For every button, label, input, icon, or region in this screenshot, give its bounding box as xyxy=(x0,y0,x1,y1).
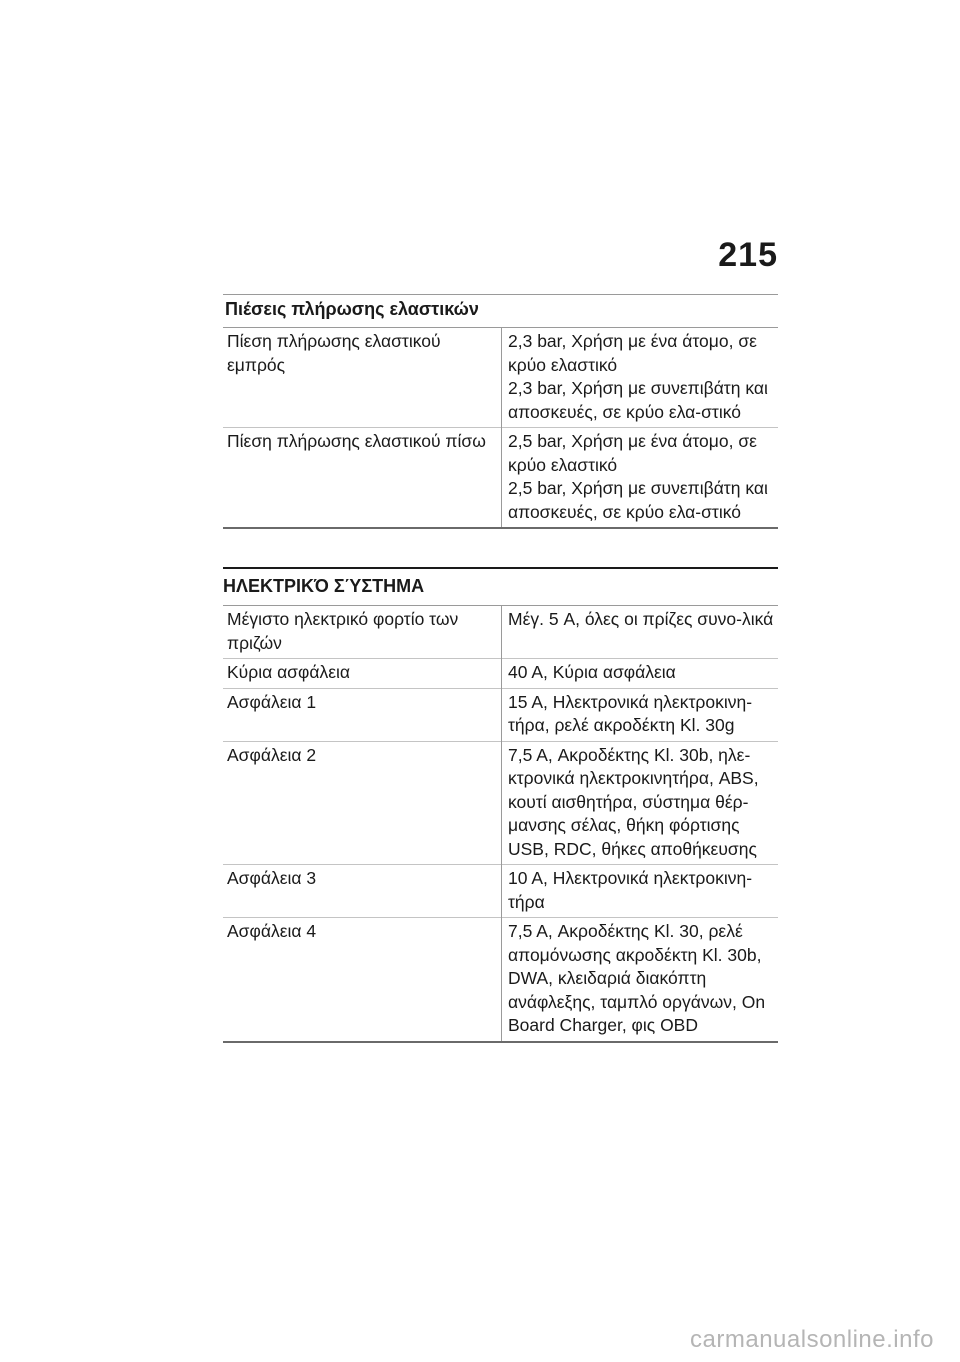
watermark: carmanualsonline.info xyxy=(690,1326,934,1353)
row-value: 40 A, Κύρια ασφάλεια xyxy=(508,662,676,682)
row-value: 7,5 A, Ακροδέκτης Kl. 30, ρελέ απομόνωσης ακροδέκτη Kl. 30b, DWA, κλειδαριά διακόπτη ανάφλεξης, ταμπλό οργάνων, On Board Charger, φις OBD xyxy=(508,921,766,1035)
row-value: 7,5 A, Ακροδέκτης Kl. 30b, ηλε-κτρονικά ηλεκτροκινητήρα, ABS, κουτί αισθητήρα, σύστημα θέρ-μανσης σέλας, θήκη φόρτισης USB, RDC, θήκες αποθήκευσης xyxy=(508,744,759,859)
row-label: Πίεση πλήρωσης ελαστικού εμπρός xyxy=(223,328,502,428)
table-row xyxy=(223,428,778,529)
value-line: 2,3 bar, Χρήση με συνεπιβάτη και αποσκευές, σε κρύο ελα-στικό xyxy=(508,378,768,422)
row-value: 10 A, Ηλεκτρονικά ηλεκτροκινη-τήρα xyxy=(508,868,753,912)
value-line: 2,5 bar, Χρήση με ένα άτομο, σε κρύο ελαστικό xyxy=(508,431,757,475)
row-label: Ασφάλεια 4 xyxy=(223,918,502,1042)
row-label: Ασφάλεια 2 xyxy=(223,741,502,865)
row-value xyxy=(502,328,779,428)
tire-pressure-table xyxy=(223,327,778,529)
table-row xyxy=(223,865,778,918)
table-row xyxy=(223,328,778,428)
table-row xyxy=(223,741,778,865)
electrical-section xyxy=(223,567,778,1043)
table-row xyxy=(223,688,778,741)
section-heading: ΗΛΕΚΤΡΙΚΌ ΣΎΣΤΗΜΑ xyxy=(223,567,778,605)
page-number: 215 xyxy=(718,236,778,274)
value-line: 2,5 bar, Χρήση με συνεπιβάτη και αποσκευές, σε κρύο ελα-στικό xyxy=(508,478,768,522)
row-label: Ασφάλεια 3 xyxy=(223,865,502,918)
table-row xyxy=(223,606,778,659)
table-row xyxy=(223,659,778,689)
row-value: Μέγ. 5 A, όλες οι πρίζες συνο-λικά xyxy=(508,609,774,629)
row-label: Μέγιστο ηλεκτρικό φορτίο των πριζών xyxy=(223,606,502,659)
electrical-table xyxy=(223,605,778,1043)
table-row xyxy=(223,918,778,1042)
tire-pressure-table-title: Πιέσεις πλήρωσης ελαστικών xyxy=(223,294,778,327)
value-line: 2,3 bar, Χρήση με ένα άτομο, σε κρύο ελαστικό xyxy=(508,331,757,375)
row-value: 15 A, Ηλεκτρονικά ηλεκτροκινη-τήρα, ρελέ ακροδέκτη Kl. 30g xyxy=(508,691,753,735)
row-label: Ασφάλεια 1 xyxy=(223,688,502,741)
row-label: Κύρια ασφάλεια xyxy=(223,659,502,689)
tire-pressure-section xyxy=(223,294,778,529)
row-value xyxy=(502,428,779,529)
row-label: Πίεση πλήρωσης ελαστικού πίσω xyxy=(223,428,502,529)
